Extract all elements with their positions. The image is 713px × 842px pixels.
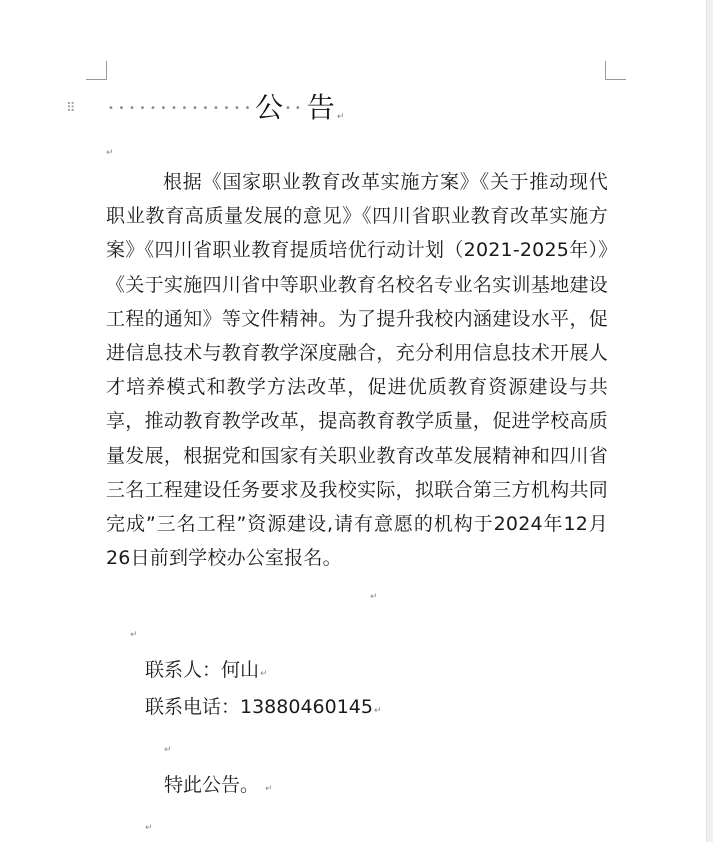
contact-phone xyxy=(145,692,382,726)
title-leading-dots: •••••••••••••• xyxy=(108,102,255,114)
title-char-1: 公 xyxy=(254,91,283,124)
paragraph-mark-icon: ↵ xyxy=(373,706,382,716)
paragraph-mark-icon: ↵ xyxy=(145,823,153,833)
title-middle-dots: •• xyxy=(285,102,305,114)
margin-corner-right xyxy=(605,61,626,80)
closing-text: 特此公告。 xyxy=(164,774,260,796)
paragraph-mark-icon: ↵ xyxy=(130,630,138,640)
title-char-2: 告 xyxy=(306,91,335,124)
contact-phone-text: 联系电话：13880460145 xyxy=(145,696,373,718)
paragraph-mark-icon: ↵ xyxy=(260,669,268,679)
drag-handle-icon[interactable]: ⠿ xyxy=(66,101,75,116)
paragraph-mark-icon: ↵ xyxy=(106,148,114,158)
contact-person-text: 联系人：何山 xyxy=(145,659,260,681)
closing-line xyxy=(164,770,273,804)
contact-person xyxy=(145,655,268,689)
margin-corner-left xyxy=(86,61,107,80)
body-paragraph: 根据《国家职业教育改革实施方案》《关于推动现代职业教育高质量发展的意见》《四川省职业教育改革实施方案》《四川省职业教育提质培优行动计划（2021-2025年）》《关于实施四川省中等职业教育名校名专业名实训基地建设工程的通知》等文件精神。为了提升我校内涵建设水平，促进信息技术与教育教学深度融合，充分利用信息技术开展人才培养模式和教学方法改革，促进优质教育资源建设与共享，推动教育教学改革，提高教育教学质量，促进学校高质量发展，根据党和国家有关职业教育改革发展精神和四川省三名工程建设任务要求及我校实际，拟联合第三方机构共同完成”三名工程”资源建设,请有意愿的机构于2024年12月26日前到学校办公室报名。 xyxy=(106,171,608,570)
document-title xyxy=(108,88,344,128)
paragraph-mark-icon: ↵ xyxy=(265,784,273,794)
paragraph-mark-icon: ↵ xyxy=(370,592,378,602)
paragraph-mark-icon: ↵ xyxy=(336,112,345,122)
page-right-edge xyxy=(706,0,713,842)
paragraph-mark-icon: ↵ xyxy=(164,745,172,755)
